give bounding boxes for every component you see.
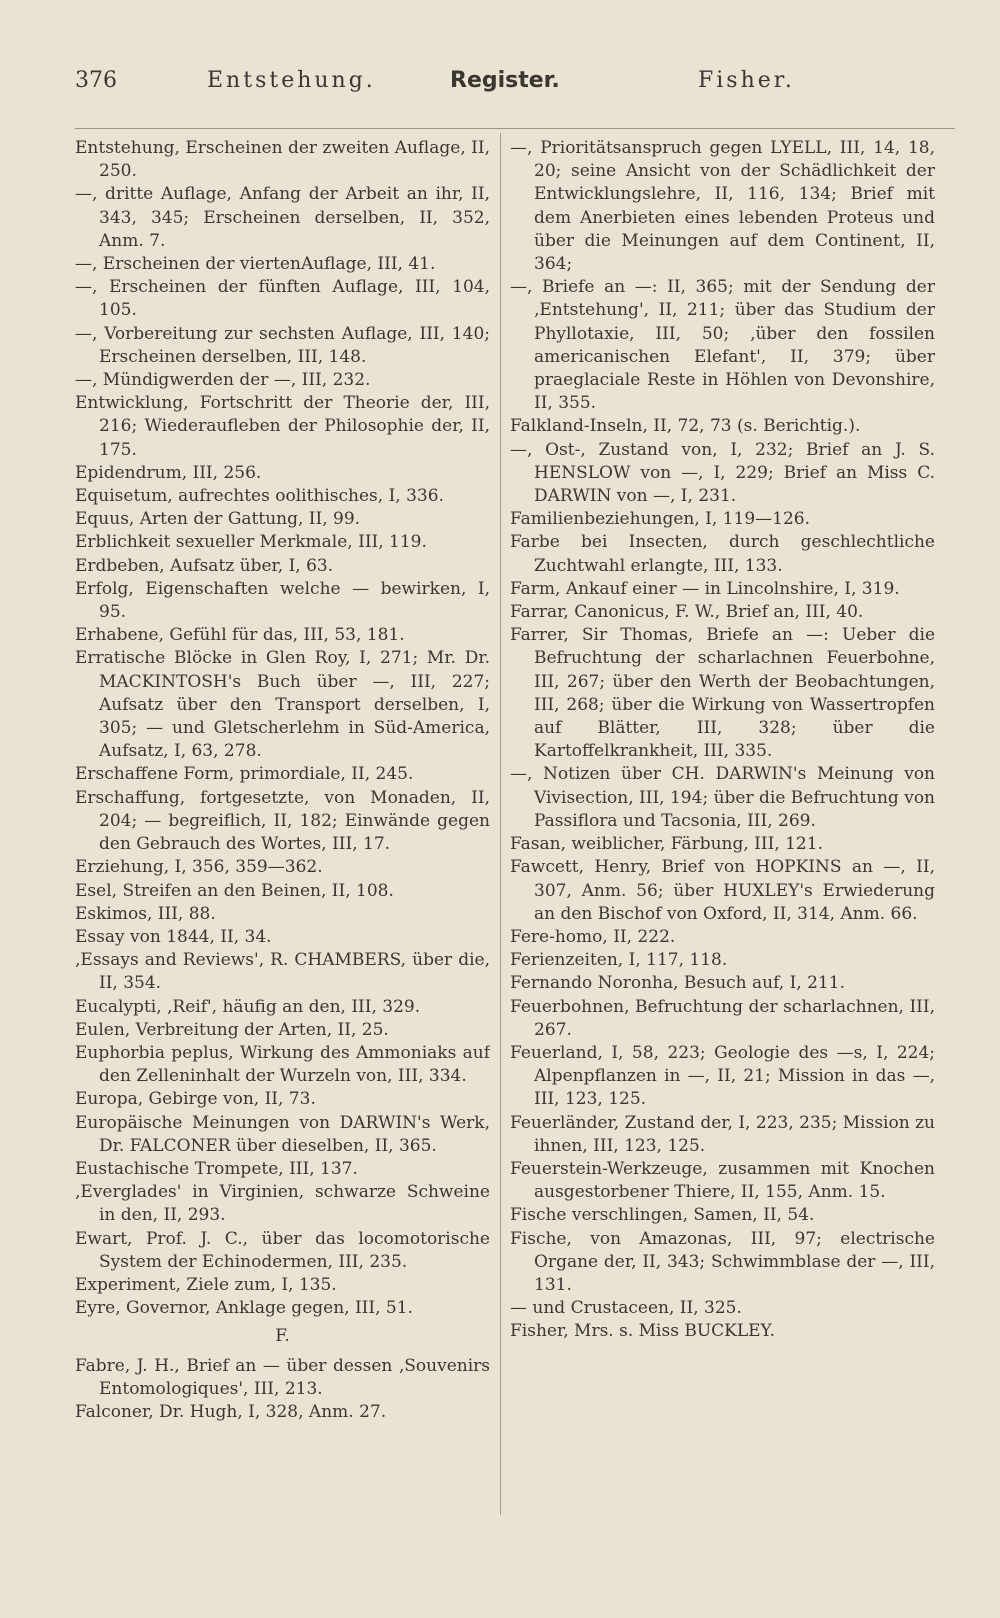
index-entry: Fisher, Mrs. s. Miss BUCKLEY. bbox=[510, 1321, 775, 1342]
index-entry: Feuerbohnen, Befruchtung der scharlachnen, III, 267. bbox=[510, 996, 935, 1040]
index-entry: Feuerland, I, 58, 223; Geologie des —s, I, 224; Alpenpflanzen in —, II, 21; Mission in das —, III, 123, 125. bbox=[510, 1042, 935, 1110]
index-entry: —, Prioritätsanspruch gegen LYELL, III, 14, 18, 20; seine Ansicht von der Schädlichkeit der Entwicklungslehre, II, 116, 134; Brief mit dem Anerbieten eines lebenden Proteus und über die Meinungen auf dem Continent, II, 364; bbox=[510, 138, 935, 275]
index-entry: Ewart, Prof. J. C., über das locomotorische System der Echinodermen, III, 235. bbox=[75, 1228, 490, 1272]
index-entry: Europäische Meinungen von DARWIN's Werk, Dr. FALCONER über dieselben, II, 365. bbox=[75, 1112, 490, 1156]
index-entry: —, Erscheinen der viertenAuflage, III, 41. bbox=[75, 254, 436, 275]
index-entry: Farm, Ankauf einer — in Lincolnshire, I, 319. bbox=[510, 578, 900, 599]
index-entry: Farrar, Canonicus, F. W., Brief an, III, 40. bbox=[510, 602, 864, 623]
running-header bbox=[75, 68, 950, 108]
index-entry: —, Briefe an —: II, 365; mit der Sendung der ‚Entstehung', II, 211; über das Studium der Phyllotaxie, III, 50; ‚über den fossilen americanischen Elefant', II, 379; über praeglaciale Reste in Höhlen von Devonshire, II, 355. bbox=[510, 277, 935, 414]
index-entry: Familienbeziehungen, I, 119—126. bbox=[510, 509, 810, 530]
index-entry: Fabre, J. H., Brief an — über dessen ‚Souvenirs Entomologiques', III, 213. bbox=[75, 1355, 490, 1399]
index-entry: Eucalypti, ‚Reif', häufig an den, III, 329. bbox=[75, 996, 421, 1017]
header-first-entry: Entstehung. bbox=[207, 68, 376, 93]
index-entry: Erhabene, Gefühl für das, III, 53, 181. bbox=[75, 625, 405, 646]
index-entry: Euphorbia peplus, Wirkung des Ammoniaks auf den Zelleninhalt der Wurzeln von, III, 334. bbox=[75, 1042, 490, 1087]
index-entry: Fasan, weiblicher, Färbung, III, 121. bbox=[510, 834, 823, 855]
header-title: Register. bbox=[450, 68, 560, 93]
index-entry: Fernando Noronha, Besuch auf, I, 211. bbox=[510, 973, 845, 994]
index-entry: Feuerländer, Zustand der, I, 223, 235; Mission zu ihnen, III, 123, 125. bbox=[510, 1112, 935, 1156]
index-entry: Fawcett, Henry, Brief von HOPKINS an —, II, 307, Anm. 56; über HUXLEY's Erwiederung an den Bischof von Oxford, II, 314, Anm. 66. bbox=[510, 857, 935, 924]
index-entry: —, Mündigwerden der —, III, 232. bbox=[75, 370, 371, 391]
index-entry: Eustachische Trompete, III, 137. bbox=[75, 1158, 358, 1179]
index-entry: Falkland-Inseln, II, 72, 73 (s. Berichtig.). bbox=[510, 416, 861, 437]
index-entry: —, Vorbereitung zur sechsten Auflage, III, 140; Erscheinen derselben, III, 148. bbox=[75, 323, 490, 367]
index-entry: Entstehung, Erscheinen der zweiten Auflage, II, 250. bbox=[75, 138, 490, 182]
header-rule bbox=[75, 128, 955, 129]
index-entry: Erfolg, Eigenschaften welche — bewirken, I, 95. bbox=[75, 578, 490, 623]
index-entry: Equus, Arten der Gattung, II, 99. bbox=[75, 509, 361, 530]
index-entry: Entwicklung, Fortschritt der Theorie der, III, 216; Wiederaufleben der Philosophie der, II, 175. bbox=[75, 393, 490, 460]
page-number: 376 bbox=[75, 68, 117, 93]
index-entry: Ferienzeiten, I, 117, 118. bbox=[510, 950, 728, 971]
header-last-entry: Fisher. bbox=[698, 68, 795, 93]
index-entry: Fere-homo, II, 222. bbox=[510, 926, 676, 947]
index-entry: Epidendrum, III, 256. bbox=[75, 462, 262, 483]
index-entry: Falconer, Dr. Hugh, I, 328, Anm. 27. bbox=[75, 1401, 387, 1422]
index-entry: Fische verschlingen, Samen, II, 54. bbox=[510, 1205, 815, 1226]
index-entry: —, Notizen über CH. DARWIN's Meinung von Vivisection, III, 194; über die Befruchtung von Passiflora und Tacsonia, III, 269. bbox=[510, 764, 935, 831]
index-entry: Eskimos, III, 88. bbox=[75, 903, 216, 924]
index-entry: Erdbeben, Aufsatz über, I, 63. bbox=[75, 555, 334, 576]
index-entry: Erschaffung, fortgesetzte, von Monaden, II, 204; — begreiflich, II, 182; Einwände gegen den Gebrauch des Wortes, III, 17. bbox=[75, 787, 490, 855]
index-entry: Equisetum, aufrechtes oolithisches, I, 336. bbox=[75, 486, 444, 507]
index-entry: Eyre, Governor, Anklage gegen, III, 51. bbox=[75, 1298, 413, 1319]
index-entry: Farrer, Sir Thomas, Briefe an —: Ueber die Befruchtung der scharlachnen Feuerbohne, III, 267; über den Werth der Beobachtungen, III, 268; über die Wirkung von Wassertropfen auf Blätter, III, 328; über die Kartoffelkrankheit, III, 335. bbox=[510, 625, 935, 762]
index-entry: Erschaffene Form, primordiale, II, 245. bbox=[75, 764, 414, 785]
index-entry: —, Ost-, Zustand von, I, 232; Brief an J. S. HENSLOW von —, I, 229; Brief an Miss C. DARWIN von —, I, 231. bbox=[510, 439, 935, 507]
index-entry: Europa, Gebirge von, II, 73. bbox=[75, 1089, 316, 1110]
column-divider bbox=[500, 133, 501, 1515]
index-entry: — und Crustaceen, II, 325. bbox=[510, 1298, 742, 1319]
index-entry: Farbe bei Insecten, durch geschlechtliche Zuchtwahl erlangte, III, 133. bbox=[510, 532, 935, 576]
index-entry: Essay von 1844, II, 34. bbox=[75, 926, 272, 947]
left-column bbox=[75, 137, 490, 1527]
right-column bbox=[510, 137, 935, 1515]
index-entry: Erziehung, I, 356, 359—362. bbox=[75, 857, 323, 878]
index-entry: Eulen, Verbreitung der Arten, II, 25. bbox=[75, 1019, 389, 1040]
index-entry: ‚Essays and Reviews', R. CHAMBERS, über die, II, 354. bbox=[75, 950, 490, 994]
index-entry: Feuerstein-Werkzeuge, zusammen mit Knochen ausgestorbener Thiere, II, 155, Anm. 15. bbox=[510, 1158, 935, 1203]
index-entry: ‚Everglades' in Virginien, schwarze Schweine in den, II, 293. bbox=[75, 1182, 490, 1226]
index-entry: Esel, Streifen an den Beinen, II, 108. bbox=[75, 880, 394, 901]
index-entry: Erblichkeit sexueller Merkmale, III, 119. bbox=[75, 532, 427, 553]
index-entry: Erratische Blöcke in Glen Roy, I, 271; Mr. Dr. MACKINTOSH's Buch über —, III, 227; Aufsatz über den Transport derselben, I, 305; — und Gletscherlehm in Süd-America, Aufsatz, I, 63, 278. bbox=[75, 648, 490, 762]
section-letter-heading: F. bbox=[275, 1326, 290, 1347]
index-entry: —, dritte Auflage, Anfang der Arbeit an ihr, II, 343, 345; Erscheinen derselben, II, 352, Anm. 7. bbox=[75, 184, 490, 251]
index-entry: —, Erscheinen der fünften Auflage, III, 104, 105. bbox=[75, 277, 490, 321]
index-entry: Fische, von Amazonas, III, 97; electrische Organe der, II, 343; Schwimmblase der —, III, 131. bbox=[510, 1228, 935, 1295]
index-entry: Experiment, Ziele zum, I, 135. bbox=[75, 1274, 337, 1295]
